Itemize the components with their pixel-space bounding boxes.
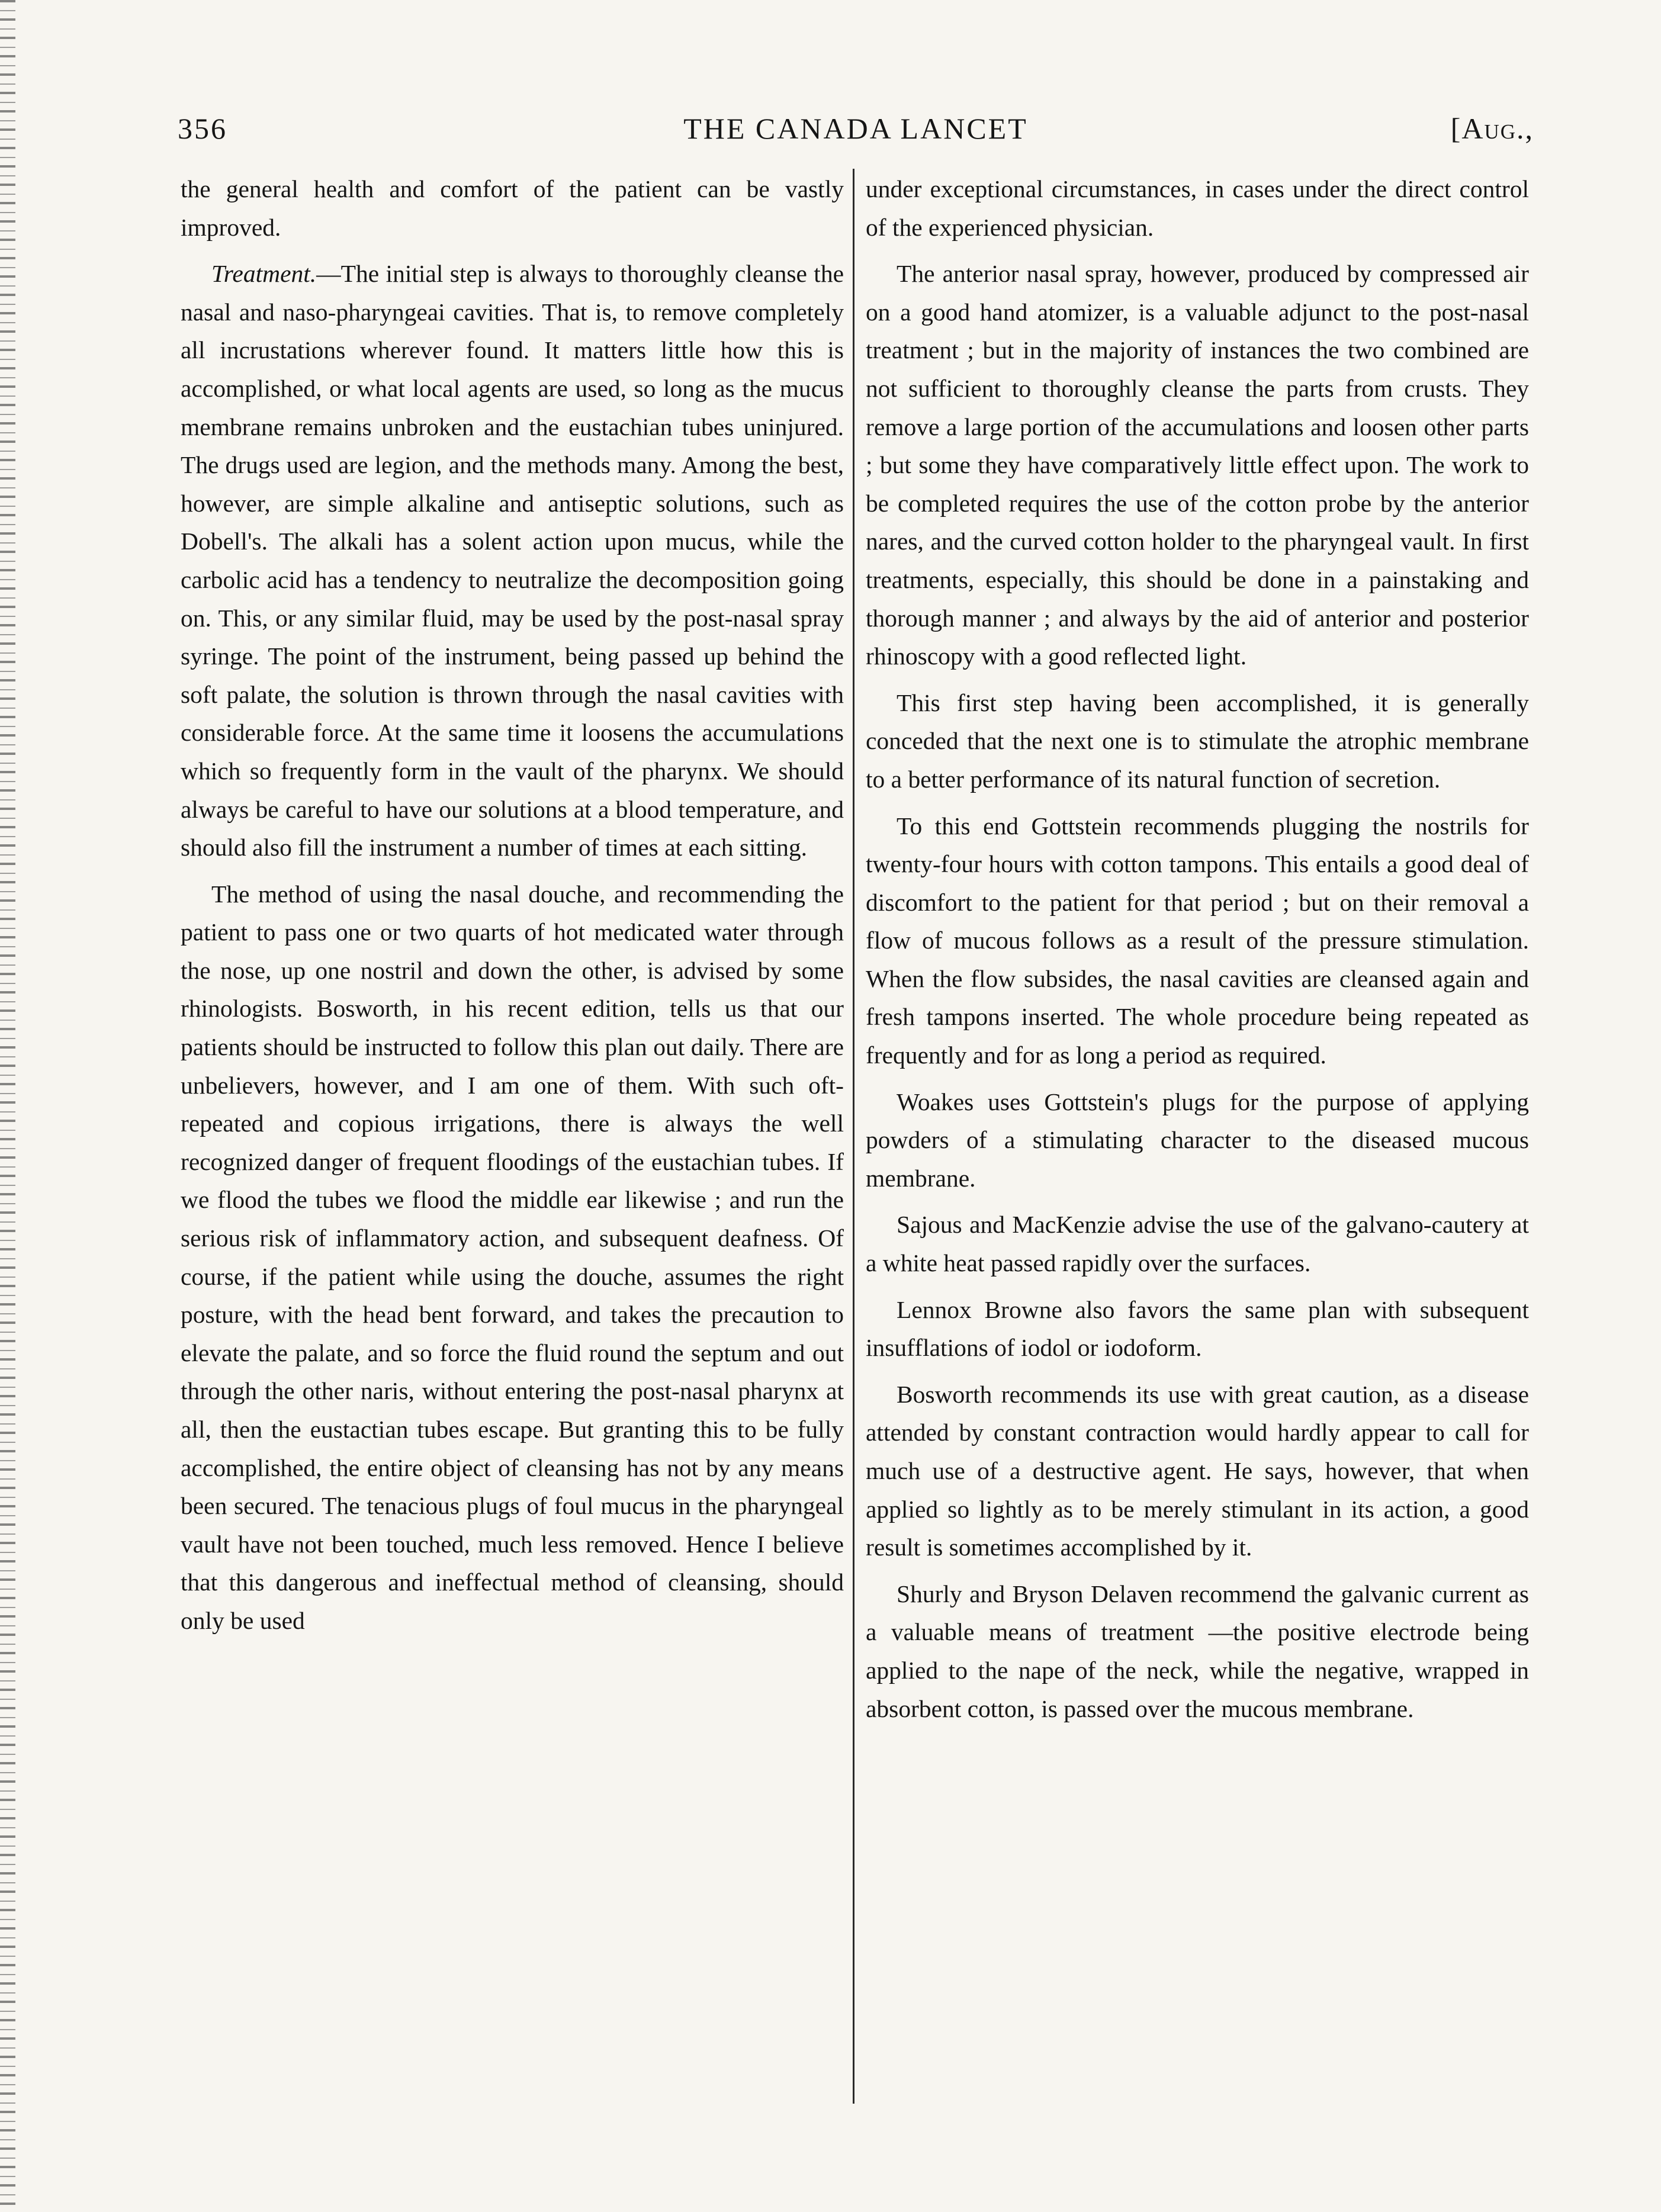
paragraph: Shurly and Bryson Delaven recommend the galvanic current as a valuable means of treatment —the positive electrode being applied to the nape of the neck, while the negative, wrapped in absorbent cotton, is passed over the mucous membrane. <box>866 1580 1529 1722</box>
running-header <box>178 111 1534 153</box>
scanned-page-edge <box>0 0 15 2212</box>
paragraph: Woakes uses Gottstein's plugs for the purpose of applying powders of a stimulating character to the diseased mucous membrane. <box>866 1088 1529 1192</box>
column-divider <box>853 169 854 2104</box>
paragraph: The method of using the nasal douche, and recommending the patient to pass one or two quarts of hot medicated water through the nose, up one nostril and down the other, is advised by some rhinologists. Bosworth, in his recent edition, tells us that our patients should be instructed to follow this plan out daily. There are unbelievers, however, and I am one of them. With such oft-repeated and copious irrigations, there is always the well recognized danger of frequent floodings of the eustachian tubes. If we flood the tubes we flood the middle ear likewise ; and run the serious risk of inflammatory action, and subsequent deafness. Of course, if the patient while using the douche, assumes the right posture, with the head bent forward, and takes the precaution to elevate the palate, and so force the fluid round the septum and out through the other naris, without entering the post-nasal pharynx at all, then the eustactian tubes escape. But granting this to be fully accomplished, the entire object of cleansing has not by any means been secured. The tenacious plugs of foul mucus in the pharyngeal vault have not been touched, much less removed. Hence I believe that this dangerous and ineffectual method of cleansing, should only be used <box>181 880 844 1634</box>
paragraph: Lennox Browne also favors the same plan with subsequent insufflations of iodol or iodoform. <box>866 1295 1529 1362</box>
paragraph-treatment <box>181 255 844 867</box>
paragraph: under exceptional circumstances, in cases under the direct control of the experienced physician. <box>866 175 1529 241</box>
right-column <box>866 170 1529 1736</box>
section-lead: Treatment. <box>211 260 317 288</box>
left-column <box>181 170 844 1648</box>
issue-month: [Aug., <box>1450 112 1534 145</box>
paragraph: To this end Gottstein recommends plugging the nostrils for twenty-four hours with cotton tampons. This entails a good deal of discomfort to the patient for that period ; but on their removal a flow of mucous follows as a result of the pressure stimulation. When the flow subsides, the nasal cavities are cleansed again and fresh tampons inserted. The whole procedure being repeated as frequently and for as long a period as required. <box>866 812 1529 1069</box>
page-number: 356 <box>178 112 227 145</box>
journal-title: THE CANADA LANCET <box>683 112 1028 145</box>
paragraph: the general health and comfort of the patient can be vastly improved. <box>181 175 844 241</box>
paragraph: This first step having been accomplished, it is generally conceded that the next one is to stimulate the atrophic membrane to a better performance of its natural function of secretion. <box>866 689 1529 793</box>
paragraph: Sajous and MacKenzie advise the use of the galvano-cautery at a white heat passed rapidly over the surfaces. <box>866 1211 1529 1277</box>
paragraph: The anterior nasal spray, however, produced by compressed air on a good hand atomizer, is a valuable adjunct to the post-nasal treatment ; but in the majority of instances the two combined are not sufficient to thoroughly cleanse the parts from crusts. They remove a large portion of the accumulations and loosen other parts ; but some they have comparatively little effect upon. The work to be completed requires the use of the cotton probe by the anterior nares, and the curved cotton holder to the pharyngeal vault. In first treatments, especially, this should be done in a painstaking and thorough manner ; and always by the aid of anterior and posterior rhinoscopy with a good reflected light. <box>866 260 1529 670</box>
paragraph: Bosworth recommends its use with great caution, as a disease attended by constant contraction would hardly appear to call for much use of a destructive agent. He says, however, that when applied so lightly as to be merely stimulant in its action, a good result is sometimes accomplished by it. <box>866 1380 1529 1561</box>
paragraph-text: —The initial step is always to thoroughly cleanse the nasal and naso-pharyngeai cavities. That is, to remove completely all incrustations wherever found. It matters little how this is accomplished, or what local agents are used, so long as the mucus membrane remains unbroken and the eustachian tubes uninjured. The drugs used are legion, and the methods many. Among the best, however, are simple alkaline and antiseptic solutions, such as Dobell's. The alkali has a solent action upon mucus, while the carbolic acid has a tendency to neutralize the decomposition going on. This, or any similar fluid, may be used by the post-nasal spray syringe. The point of the instrument, being passed up behind the soft palate, the solution is thrown through the nasal cavities with considerable force. At the same time it loosens the accumulations which so frequently form in the vault of the pharynx. We should always be careful to have our solutions at a blood temperature, and should also fill the instrument a number of times at each sitting. <box>181 260 844 861</box>
